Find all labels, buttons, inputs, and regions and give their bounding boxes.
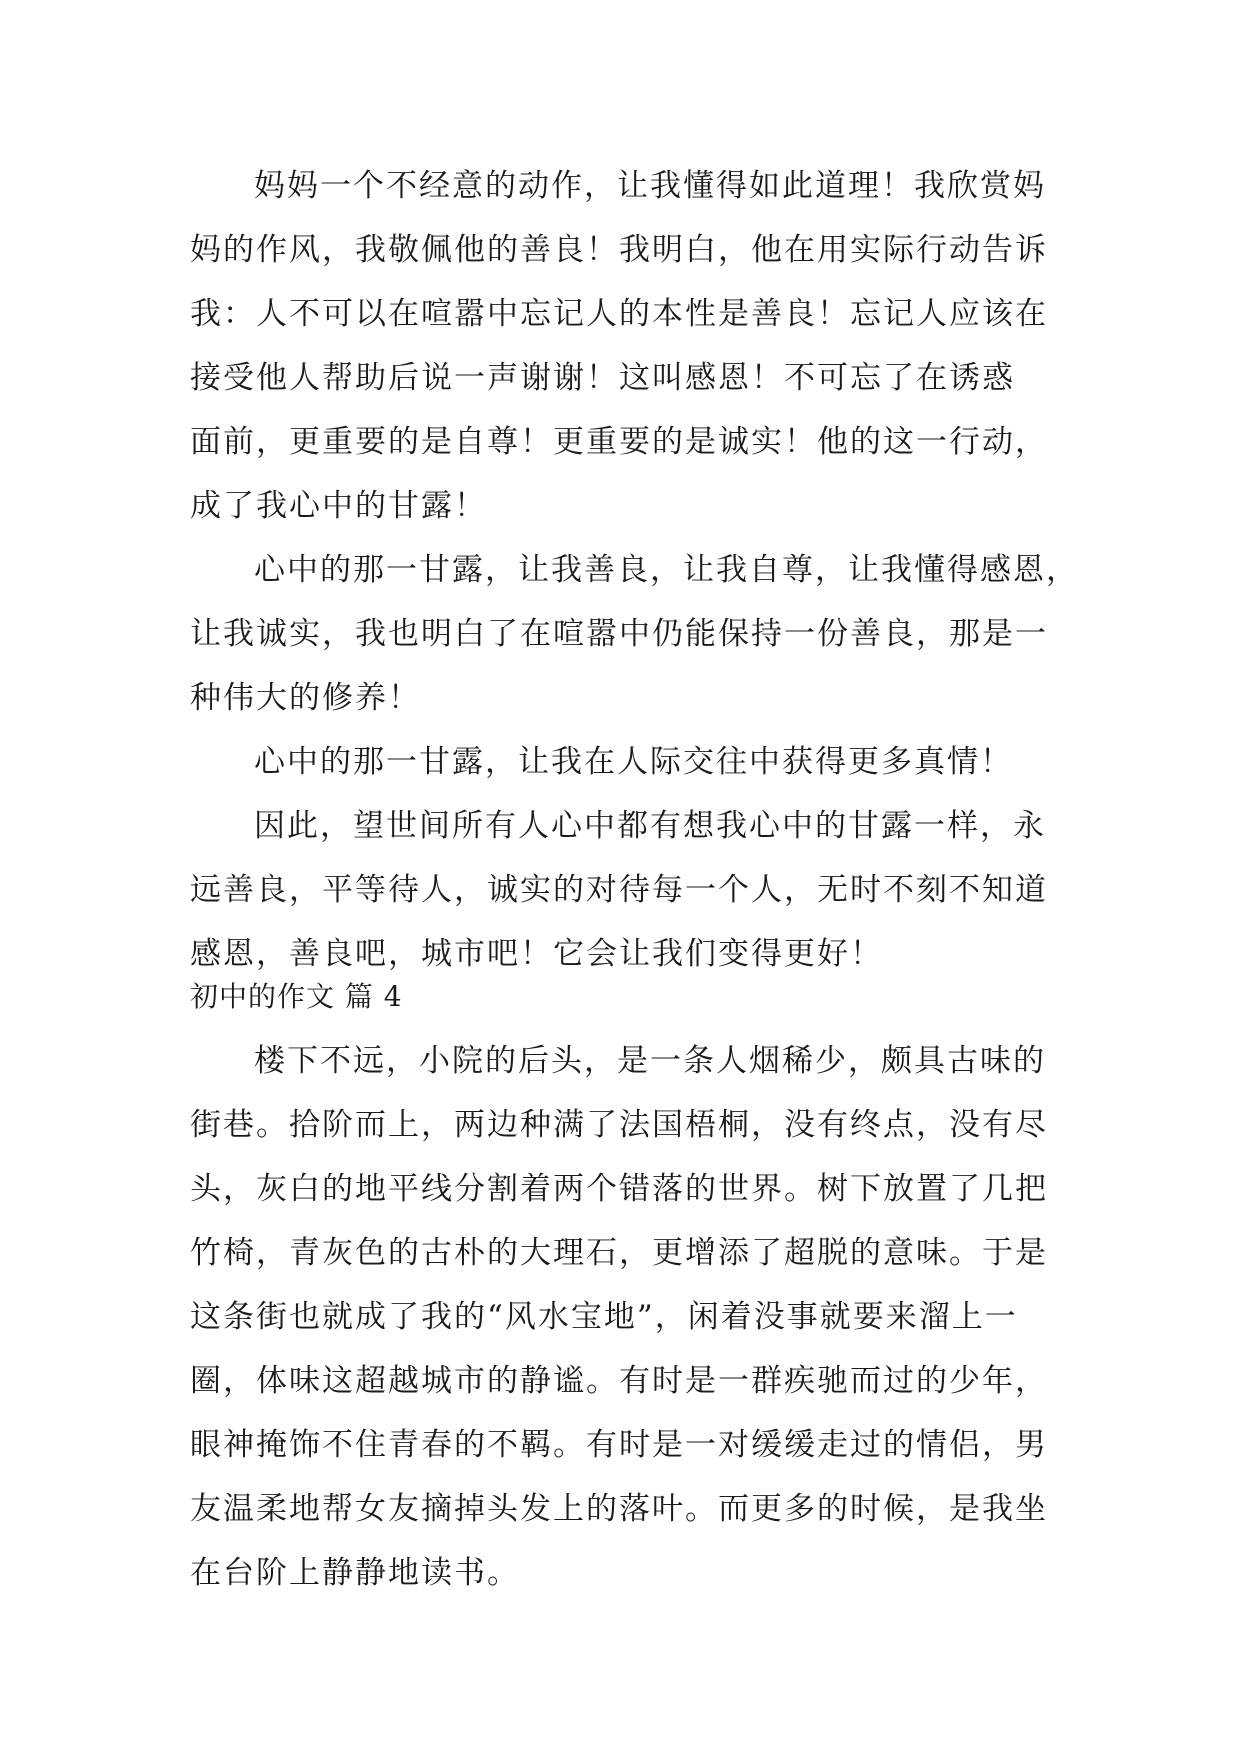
essay-section-1 <box>190 154 1079 986</box>
text-line: 友温柔地帮女友摘掉头发上的落叶。而更多的时候，是我坐 <box>190 1491 1048 1527</box>
paragraph <box>190 730 1070 794</box>
text-line: 眼神掩饰不住青春的不羁。有时是一对缓缓走过的情侣，男 <box>190 1427 1048 1463</box>
text-line: 种伟大的修养！ <box>190 680 421 716</box>
paragraph <box>190 154 1070 538</box>
section-heading: 初中的作文 篇 4 <box>190 980 403 1013</box>
essay-section-2 <box>190 965 1070 1605</box>
text-line: 街巷。拾阶而上，两边种满了法国梧桐，没有终点，没有尽 <box>190 1107 1048 1143</box>
text-line: 妈妈一个不经意的动作，让我懂得如此道理！我欣赏妈 <box>254 168 1046 204</box>
text-line: 楼下不远，小院的后头，是一条人烟稀少，颇具古味的 <box>254 1043 1046 1079</box>
paragraph <box>190 1029 1070 1605</box>
text-line: 因此，望世间所有人心中都有想我心中的甘露一样，永 <box>254 808 1046 844</box>
text-line: 竹椅，青灰色的古朴的大理石，更增添了超脱的意味。于是 <box>190 1235 1048 1271</box>
text-line: 这条街也就成了我的“风水宝地”，闲着没事就要来溜上一 <box>190 1299 1018 1335</box>
text-line: 心中的那一甘露，让我善良，让我自尊，让我懂得感恩， <box>254 552 1079 588</box>
text-line: 成了我心中的甘露！ <box>190 488 487 524</box>
text-line: 远善良，平等待人，诚实的对待每一个人，无时不刻不知道 <box>190 872 1048 908</box>
text-line: 感恩，善良吧，城市吧！它会让我们变得更好！ <box>190 936 883 972</box>
text-line: 面前，更重要的是自尊！更重要的是诚实！他的这一行动， <box>190 424 1048 460</box>
text-line: 我：人不可以在喧嚣中忘记人的本性是善良！忘记人应该在 <box>190 296 1048 332</box>
text-line: 头，灰白的地平线分割着两个错落的世界。树下放置了几把 <box>190 1171 1048 1207</box>
text-line: 在台阶上静静地读书。 <box>190 1555 520 1591</box>
text-line: 妈的作风，我敬佩他的善良！我明白，他在用实际行动告诉 <box>190 232 1048 268</box>
paragraph <box>190 794 1070 986</box>
text-line: 圈，体味这超越城市的静谧。有时是一群疾驰而过的少年， <box>190 1363 1048 1399</box>
text-line: 心中的那一甘露，让我在人际交往中获得更多真情！ <box>254 744 1013 780</box>
paragraph <box>190 538 1079 730</box>
text-line: 接受他人帮助后说一声谢谢！这叫感恩！不可忘了在诱惑 <box>190 360 1015 396</box>
text-line: 让我诚实，我也明白了在喧嚣中仍能保持一份善良，那是一 <box>190 616 1048 652</box>
